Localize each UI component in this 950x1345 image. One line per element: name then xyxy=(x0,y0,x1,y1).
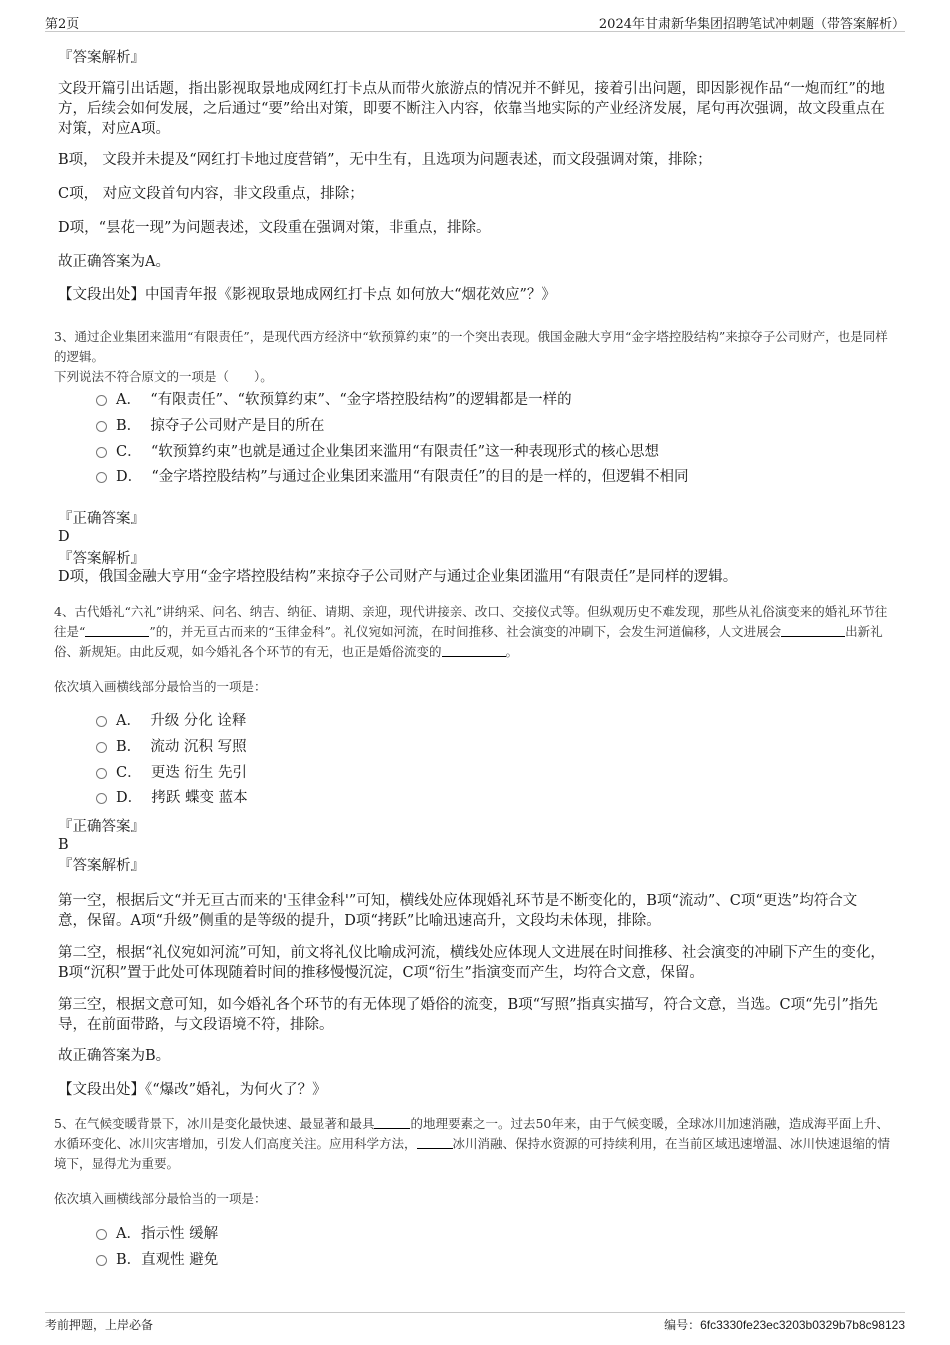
q3-option-c[interactable] xyxy=(96,442,659,462)
code-value: 6fc3330fe23ec3203b0329b7b8c98123 xyxy=(700,1318,905,1332)
option-text: “软预算约束”也就是通过企业集团来滥用“有限责任”这一种表现形式的核心思想 xyxy=(150,444,659,460)
option-letter: B． xyxy=(116,739,142,755)
option-letter: C． xyxy=(116,765,142,781)
q4-conclusion: 故正确答案为B。 xyxy=(58,1048,171,1064)
q3-option-d[interactable] xyxy=(96,467,689,487)
radio-icon[interactable] xyxy=(96,472,107,483)
option-letter: D． xyxy=(116,790,143,806)
q2-analysis-label: 『答案解析』 xyxy=(58,50,145,66)
option-letter: D． xyxy=(116,469,143,485)
radio-icon[interactable] xyxy=(96,395,107,406)
footer-slogan: 考前押题，上岸必备 xyxy=(45,1318,154,1332)
q4-stem-part: ”的，并无亘古而来的“玉律金科”。礼仪宛如河流，在时间推移、社会演变的冲刷下，会发生河道偏移，人文进展会 xyxy=(149,624,782,639)
q5-prompt: 依次填入画横线部分最恰当的一项是： xyxy=(54,1191,267,1206)
option-letter: A． xyxy=(116,1226,141,1242)
q4-analysis-paragraph: 第一空，根据后文“并无亘古而来的'玉律金科'”可知，横线处应体现婚礼环节是不断变化的，B项“流动”、C项“更迭”均符合文意，保留。A项“升级”侧重的是等级的提升，D项“拷跃”比喻迅速高升，文段均未体现，排除。 xyxy=(58,893,858,929)
fill-blank xyxy=(417,1135,453,1149)
option-text: 指示性 缓解 xyxy=(140,1226,219,1242)
fill-blank xyxy=(781,623,845,637)
fill-blank xyxy=(374,1115,410,1129)
page-footer xyxy=(45,1312,905,1335)
q2-analysis-paragraph: C项， 对应文段首句内容，非文段重点，排除； xyxy=(58,186,364,202)
radio-icon[interactable] xyxy=(96,1255,107,1266)
q4-answer: B xyxy=(58,837,69,853)
q3-option-a[interactable] xyxy=(96,390,572,410)
q4-option-a[interactable] xyxy=(96,711,246,731)
radio-icon[interactable] xyxy=(96,768,107,779)
q4-analysis-paragraph: 第三空，根据文意可知，如今婚礼各个环节的有无体现了婚俗的流变，B项“写照”指真实描写，符合文意，当选。C项“先引”指先导，在前面带路，与文段语境不符，排除。 xyxy=(58,997,878,1033)
q4-prompt: 依次填入画横线部分最恰当的一项是： xyxy=(54,679,267,694)
option-text: “有限责任”、“软预算约束”、“金字塔控股结构”的逻辑都是一样的 xyxy=(150,392,572,408)
option-text: 流动 沉积 写照 xyxy=(150,739,247,755)
q5-stem-part: 的地理要素之一。过去50年来，由于气候变暖，全球冰川加速消融，造成海平面上升、水循环变化、冰川灾害增加，引发人们高度关注。应用科学方法， xyxy=(54,1116,889,1151)
q4-stem-part: 4、古代婚礼“六礼”讲纳采、问名、纳吉、纳征、请期、亲迎，现代讲接亲、改口、交接仪式等。但纵观历史不难发现，那些从礼俗演变来的婚礼环节往往是“ xyxy=(54,604,888,639)
q4-option-b[interactable] xyxy=(96,737,247,757)
option-letter: A． xyxy=(116,392,141,408)
option-letter: C． xyxy=(116,444,142,460)
option-text: 更迭 衍生 先引 xyxy=(150,765,248,781)
page-header xyxy=(45,11,905,32)
option-letter: B． xyxy=(116,1252,142,1268)
document-code xyxy=(664,1316,905,1333)
q2-analysis-paragraph: B项， 文段并未提及“网红打卡地过度营销”，无中生有，且选项为问题表述，而文段强调对策，排除； xyxy=(58,152,712,168)
option-letter: B． xyxy=(116,418,142,434)
radio-icon[interactable] xyxy=(96,1229,107,1240)
q3-stem: 3、通过企业集团来滥用“有限责任”，是现代西方经济中“软预算约束”的一个突出表现。俄国金融大亨用“金字塔控股结构”来掠夺子公司财产，也是同样的逻辑。 xyxy=(54,329,888,364)
document-title: 2024年甘肃新华集团招聘笔试冲刺题（带答案解析） xyxy=(598,17,905,32)
q4-analysis-paragraph: 第二空，根据“礼仪宛如河流”可知，前文将礼仪比喻成河流，横线处应体现人文进展在时间推移、社会演变的冲刷下产生的变化，B项“沉积”置于此处可体现随着时间的推移慢慢沉淀，C项“衍生”指演变而产生，均符合文意，保留。 xyxy=(58,945,885,981)
q5-option-a[interactable] xyxy=(96,1224,218,1244)
q2-analysis-paragraph: D项，“昙花一现”为问题表述，文段重在强调对策，非重点，排除。 xyxy=(58,220,491,236)
q2-analysis-paragraph: 文段开篇引出话题，指出影视取景地成网红打卡点从而带火旅游点的情况并不鲜见，接着引出问题，即因影视作品“一炮而红”的地方，后续会如何发展，之后通过“要”给出对策，即要不断注入内容，依靠当地实际的产业经济发展，尾句再次强调，故文段重点在对策，对应A项。 xyxy=(58,81,885,137)
fill-blank xyxy=(442,643,506,657)
radio-icon[interactable] xyxy=(96,793,107,804)
option-text: 拷跃 蝶变 蓝本 xyxy=(151,790,248,806)
q3-option-b[interactable] xyxy=(96,416,324,436)
q5-stem-part: 5、在气候变暖背景下，冰川是变化最快速、最显著和最具 xyxy=(54,1116,375,1131)
q2-conclusion: 故正确答案为A。 xyxy=(58,254,170,270)
q5-stem-part: 冰川消融、保持水资源的可持续利用，在当前区域迅速增温、冰川快速退缩的情境下，显得尤为重要。 xyxy=(54,1136,891,1171)
q4-option-c[interactable] xyxy=(96,763,247,783)
page-number: 第2页 xyxy=(45,17,80,32)
q4-answer-label: 『正确答案』 xyxy=(58,819,145,835)
option-letter: A． xyxy=(116,713,141,729)
fill-blank xyxy=(85,623,149,637)
option-text: 升级 分化 诠释 xyxy=(150,713,247,729)
q5-stem xyxy=(54,1114,896,1174)
q3-analysis-label: 『答案解析』 xyxy=(58,551,145,567)
q4-stem-part: 。 xyxy=(505,644,519,659)
q4-stem-part: 出新礼俗、新规矩。由此反观，如今婚礼各个环节的有无，也正是婚俗流变的 xyxy=(54,624,883,659)
option-text: 掠夺子公司财产是目的所在 xyxy=(150,418,325,434)
q5-option-b[interactable] xyxy=(96,1250,218,1270)
q4-analysis-label: 『答案解析』 xyxy=(58,858,145,874)
radio-icon[interactable] xyxy=(96,447,107,458)
q3-analysis: D项，俄国金融大亨用“金字塔控股结构”来掠夺子公司财产与通过企业集团滥用“有限责任”是同样的逻辑。 xyxy=(58,569,738,585)
q4-source: 【文段出处】《“爆改”婚礼，为何火了？》 xyxy=(58,1082,327,1098)
q4-option-d[interactable] xyxy=(96,788,248,808)
option-text: “金字塔控股结构”与通过企业集团来滥用“有限责任”的目的是一样的，但逻辑不相同 xyxy=(151,469,689,485)
code-label: 编号： xyxy=(664,1318,701,1332)
q4-stem xyxy=(54,602,896,662)
q3-prompt: 下列说法不符合原文的一项是（ ）。 xyxy=(54,369,273,384)
radio-icon[interactable] xyxy=(96,742,107,753)
option-text: 直观性 避免 xyxy=(141,1252,219,1268)
radio-icon[interactable] xyxy=(96,716,107,727)
q3-answer-label: 『正确答案』 xyxy=(58,511,145,527)
radio-icon[interactable] xyxy=(96,421,107,432)
q2-source: 【文段出处】中国青年报《影视取景地成网红打卡点 如何放大“烟花效应”？》 xyxy=(58,287,556,303)
q3-answer: D xyxy=(58,529,70,545)
